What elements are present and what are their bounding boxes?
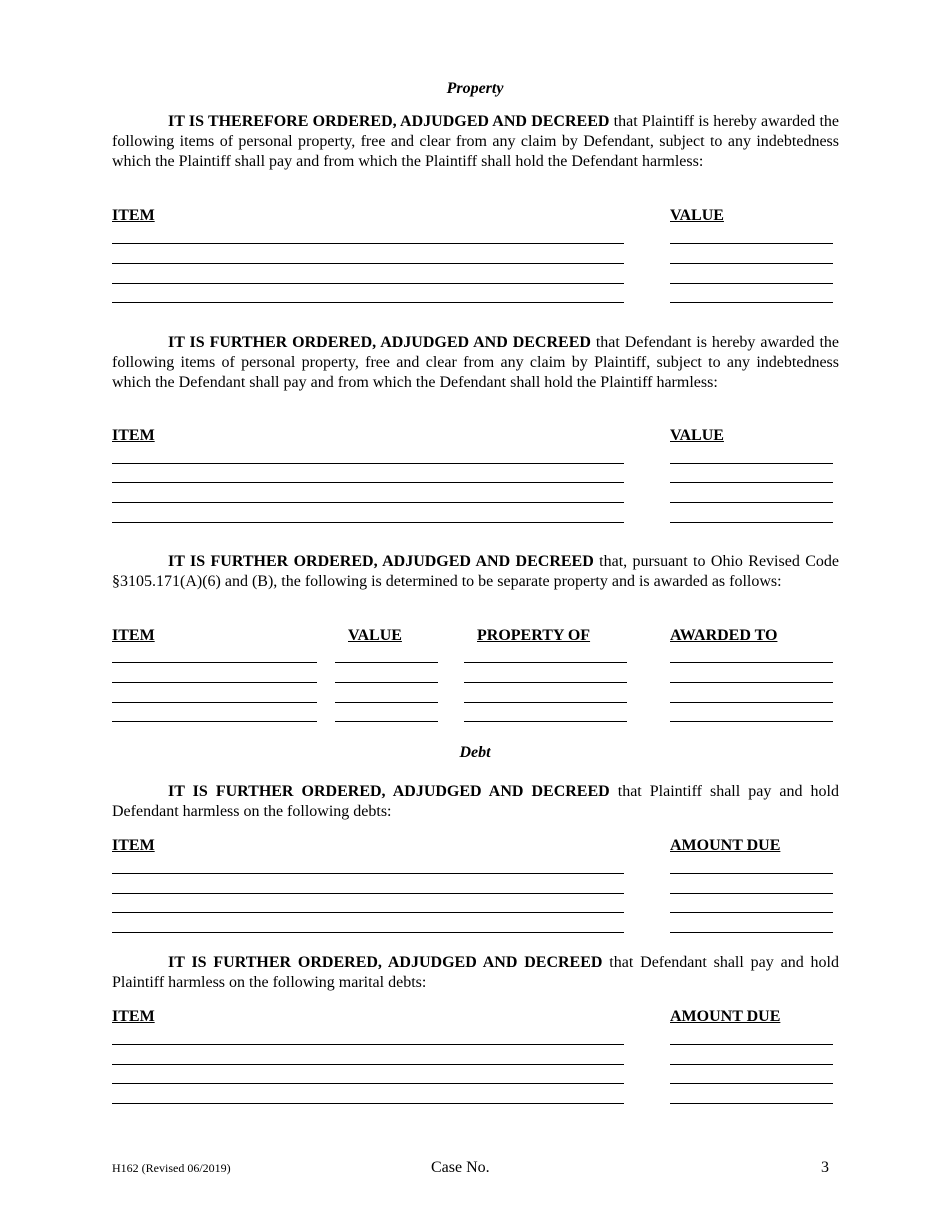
debt-heading: Debt — [459, 744, 491, 761]
case-number-label: Case No. — [431, 1159, 490, 1176]
item-entry-line[interactable] — [112, 682, 317, 683]
decree-lead: IT IS FURTHER ORDERED, ADJUDGED AND DECREED — [168, 553, 594, 570]
property-heading: Property — [446, 80, 504, 97]
decree-text: that Plaintiff shall pay and hold Defendant harmless on the following debts: — [112, 783, 839, 820]
defendant-debt-paragraph — [112, 953, 839, 993]
decree-text: that Defendant shall pay and hold Plaintiff harmless on the following marital debts: — [112, 954, 839, 991]
value-column-header: VALUE — [670, 207, 724, 224]
item-entry-line[interactable] — [112, 263, 624, 264]
awarded-to-entry-line[interactable] — [670, 682, 833, 683]
plaintiff-debt-paragraph — [112, 782, 839, 822]
awarded-to-entry-line[interactable] — [670, 721, 833, 722]
value-entry-line[interactable] — [670, 482, 833, 483]
value-entry-line[interactable] — [670, 522, 833, 523]
item-entry-line[interactable] — [112, 1044, 624, 1045]
amount-due-column-header: AMOUNT DUE — [670, 1008, 781, 1025]
decree-lead: IT IS FURTHER ORDERED, ADJUDGED AND DECREED — [168, 954, 603, 971]
item-entry-line[interactable] — [112, 1083, 624, 1084]
item-entry-line[interactable] — [112, 302, 624, 303]
decree-text: that Defendant is hereby awarded the following items of personal property, free and clear from any claim by Plaintiff, subject to any indebtedness which the Defendant shall pay and from which the Defendant shall hold the Plaintiff harmless: — [112, 334, 840, 391]
value-entry-line[interactable] — [670, 263, 833, 264]
item-entry-line[interactable] — [112, 893, 624, 894]
property-of-entry-line[interactable] — [464, 702, 627, 703]
item-entry-line[interactable] — [112, 283, 624, 284]
value-entry-line[interactable] — [670, 302, 833, 303]
value-entry-line[interactable] — [670, 463, 833, 464]
value-entry-line[interactable] — [335, 662, 438, 663]
value-column-header: VALUE — [348, 627, 402, 644]
decree-lead: IT IS THEREFORE ORDERED, ADJUDGED AND DECREED — [168, 113, 610, 130]
amount-entry-line[interactable] — [670, 932, 833, 933]
defendant-property-paragraph — [112, 333, 839, 393]
item-entry-line[interactable] — [112, 502, 624, 503]
item-column-header: ITEM — [112, 427, 155, 444]
decree-text: that, pursuant to Ohio Revised Code §3105.171(A)(6) and (B), the following is determined to be separate property and is awarded as follows: — [112, 553, 839, 590]
item-entry-line[interactable] — [112, 482, 624, 483]
item-entry-line[interactable] — [112, 1103, 624, 1104]
amount-entry-line[interactable] — [670, 893, 833, 894]
awarded-to-column-header: AWARDED TO — [670, 627, 778, 644]
item-entry-line[interactable] — [112, 721, 317, 722]
value-entry-line[interactable] — [335, 721, 438, 722]
item-entry-line[interactable] — [112, 702, 317, 703]
item-entry-line[interactable] — [112, 662, 317, 663]
item-column-header: ITEM — [112, 837, 155, 854]
value-entry-line[interactable] — [335, 702, 438, 703]
item-entry-line[interactable] — [112, 463, 624, 464]
property-of-column-header: PROPERTY OF — [477, 627, 591, 644]
amount-entry-line[interactable] — [670, 1083, 833, 1084]
awarded-to-entry-line[interactable] — [670, 702, 833, 703]
item-entry-line[interactable] — [112, 912, 624, 913]
item-column-header: ITEM — [112, 207, 155, 224]
page-number: 3 — [821, 1159, 829, 1176]
value-entry-line[interactable] — [670, 502, 833, 503]
item-entry-line[interactable] — [112, 932, 624, 933]
item-column-header: ITEM — [112, 1008, 155, 1025]
decree-lead: IT IS FURTHER ORDERED, ADJUDGED AND DECREED — [168, 334, 591, 351]
property-of-entry-line[interactable] — [464, 721, 627, 722]
separate-property-paragraph — [112, 552, 839, 592]
value-entry-line[interactable] — [335, 682, 438, 683]
property-of-entry-line[interactable] — [464, 682, 627, 683]
decree-text: that Plaintiff is hereby awarded the following items of personal property, free and clear from any claim by Defendant, subject to any indebtedness which the Plaintiff shall pay and from which the Plaintiff shall hold the Defendant harmless: — [112, 113, 840, 170]
amount-entry-line[interactable] — [670, 873, 833, 874]
plaintiff-property-paragraph — [112, 112, 839, 172]
awarded-to-entry-line[interactable] — [670, 662, 833, 663]
item-entry-line[interactable] — [112, 522, 624, 523]
amount-entry-line[interactable] — [670, 1044, 833, 1045]
amount-entry-line[interactable] — [670, 1064, 833, 1065]
value-column-header: VALUE — [670, 427, 724, 444]
form-code: H162 (Revised 06/2019) — [112, 1161, 231, 1175]
value-entry-line[interactable] — [670, 283, 833, 284]
amount-due-column-header: AMOUNT DUE — [670, 837, 781, 854]
decree-lead: IT IS FURTHER ORDERED, ADJUDGED AND DECREED — [168, 783, 610, 800]
item-column-header: ITEM — [112, 627, 155, 644]
item-entry-line[interactable] — [112, 243, 624, 244]
amount-entry-line[interactable] — [670, 912, 833, 913]
item-entry-line[interactable] — [112, 1064, 624, 1065]
amount-entry-line[interactable] — [670, 1103, 833, 1104]
item-entry-line[interactable] — [112, 873, 624, 874]
property-of-entry-line[interactable] — [464, 662, 627, 663]
value-entry-line[interactable] — [670, 243, 833, 244]
